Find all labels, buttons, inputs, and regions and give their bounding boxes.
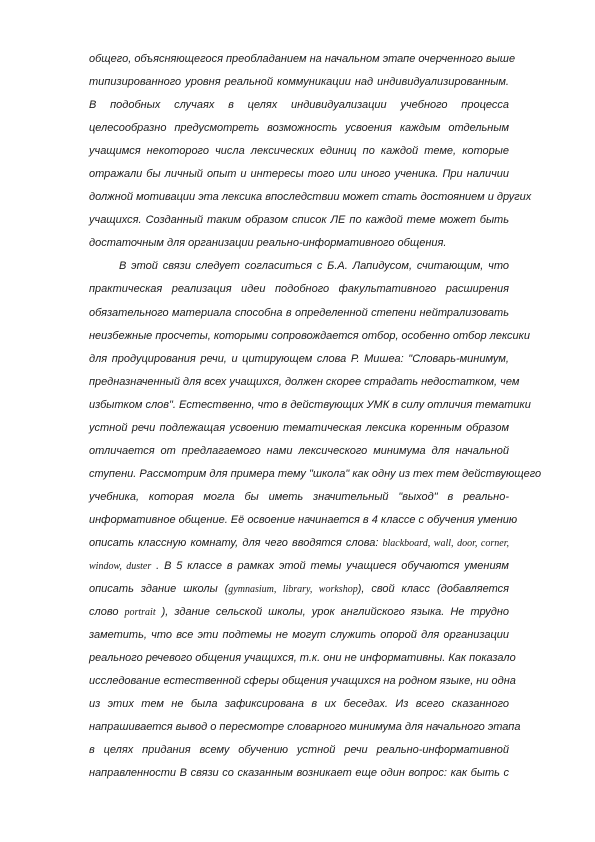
text-line: в целях придания всему обучению устной речи реально-информативной <box>89 744 509 757</box>
text-line <box>89 532 509 555</box>
text-line: из этих тем не была зафиксирована в их беседах. Из всего сказанного <box>89 698 509 711</box>
text-line: отражали бы личный опыт и интересы того или иного ученика. При наличии <box>89 168 509 181</box>
text-line: для продуцирования речи, и цитирующем слова Р. Мишеа: "Словарь-минимум, <box>89 352 509 365</box>
text-line: практическая реализация идеи подобного факультативного расширения <box>89 283 509 296</box>
text-line: исследование естественной сферы общения учащихся на родном языке, ни одна <box>89 675 516 688</box>
text-line: напрашивается вывод о пересмотре словарного минимума для начального этапа <box>89 721 521 734</box>
paragraph-end-line: достаточным для организации реально-информативного общения. <box>89 237 447 250</box>
text-line: учащимся некоторого числа лексических единиц по каждой теме, которые <box>89 145 509 158</box>
line-text: описать классную комнату, для чего вводятся слова: <box>89 536 383 549</box>
text-line: ступени. Рассмотрим для примера тему "школа" как одну из тех тем действующего <box>89 467 542 480</box>
text-line: отличается от предлагаемого нами лексического минимума для начальной <box>89 444 509 457</box>
line-text: ), здание сельской школы, урок английского языка. Не трудно <box>155 606 509 619</box>
text-line: целесообразно предусмотреть возможность усвоения каждым отдельным <box>89 122 509 135</box>
english-terms: gymnasium, library, workshop <box>228 584 358 596</box>
text-line: информативное общение. Её освоение начинается в 4 классе с обучения умению <box>89 513 518 526</box>
text-line <box>89 578 509 601</box>
line-text: ), свой класс (добавляется <box>357 583 509 596</box>
line-text: . В 5 классе в рамках этой темы учащиеся обучаются умениям <box>151 560 509 573</box>
text-line: избытком слов". Естественно, что в действующих УМК в силу отличия тематики <box>89 398 531 411</box>
text-line: предназначенный для всех учащихся, должен скорее страдать недостатком, чем <box>89 375 520 388</box>
text-line: учебника, которая могла бы иметь значительный "выход" в реально- <box>89 490 509 503</box>
text-line: общего, объясняющегося преобладанием на начальном этапе очерченного выше <box>89 53 516 65</box>
text-line: неизбежные просчеты, которыми сопровождается отбор, особенно отбор лексики <box>89 329 530 342</box>
body-text <box>89 48 542 786</box>
line-text: описать здание школы ( <box>89 583 229 596</box>
english-terms: window, duster <box>89 561 152 573</box>
english-term: portrait <box>124 607 156 619</box>
text-line <box>89 601 509 624</box>
paragraph-start-line: В этой связи следует согласиться с Б.А. Лапидусом, считающим, что <box>119 260 509 273</box>
text-line: обязательного материала способна в определенной степени нейтрализовать <box>89 306 509 319</box>
text-line: учащихся. Созданный таким образом список ЛЕ по каждой теме может быть <box>89 214 509 227</box>
text-line: реального речевого общения учащихся, т.к. они не информативны. Как показало <box>89 652 516 665</box>
line-text: слово <box>89 606 125 619</box>
text-line: В подобных случаях в целях индивидуализации учебного процесса <box>89 99 509 112</box>
english-terms: blackboard, wall, door, corner, <box>382 537 509 549</box>
text-line: устной речи подлежащая усвоению тематическая лексика коренным образом <box>89 421 509 434</box>
text-line: заметить, что все эти подтемы не могут служить опорой для организации <box>89 629 509 642</box>
text-line: типизированного уровня реальной коммуникации над индивидуализированным. <box>89 76 509 89</box>
text-line <box>89 555 509 578</box>
text-line: должной мотивации эта лексика впоследствии может стать достоянием и других <box>89 191 532 204</box>
text-line: направленности В связи со сказанным возникает еще один вопрос: как быть с <box>89 767 509 780</box>
